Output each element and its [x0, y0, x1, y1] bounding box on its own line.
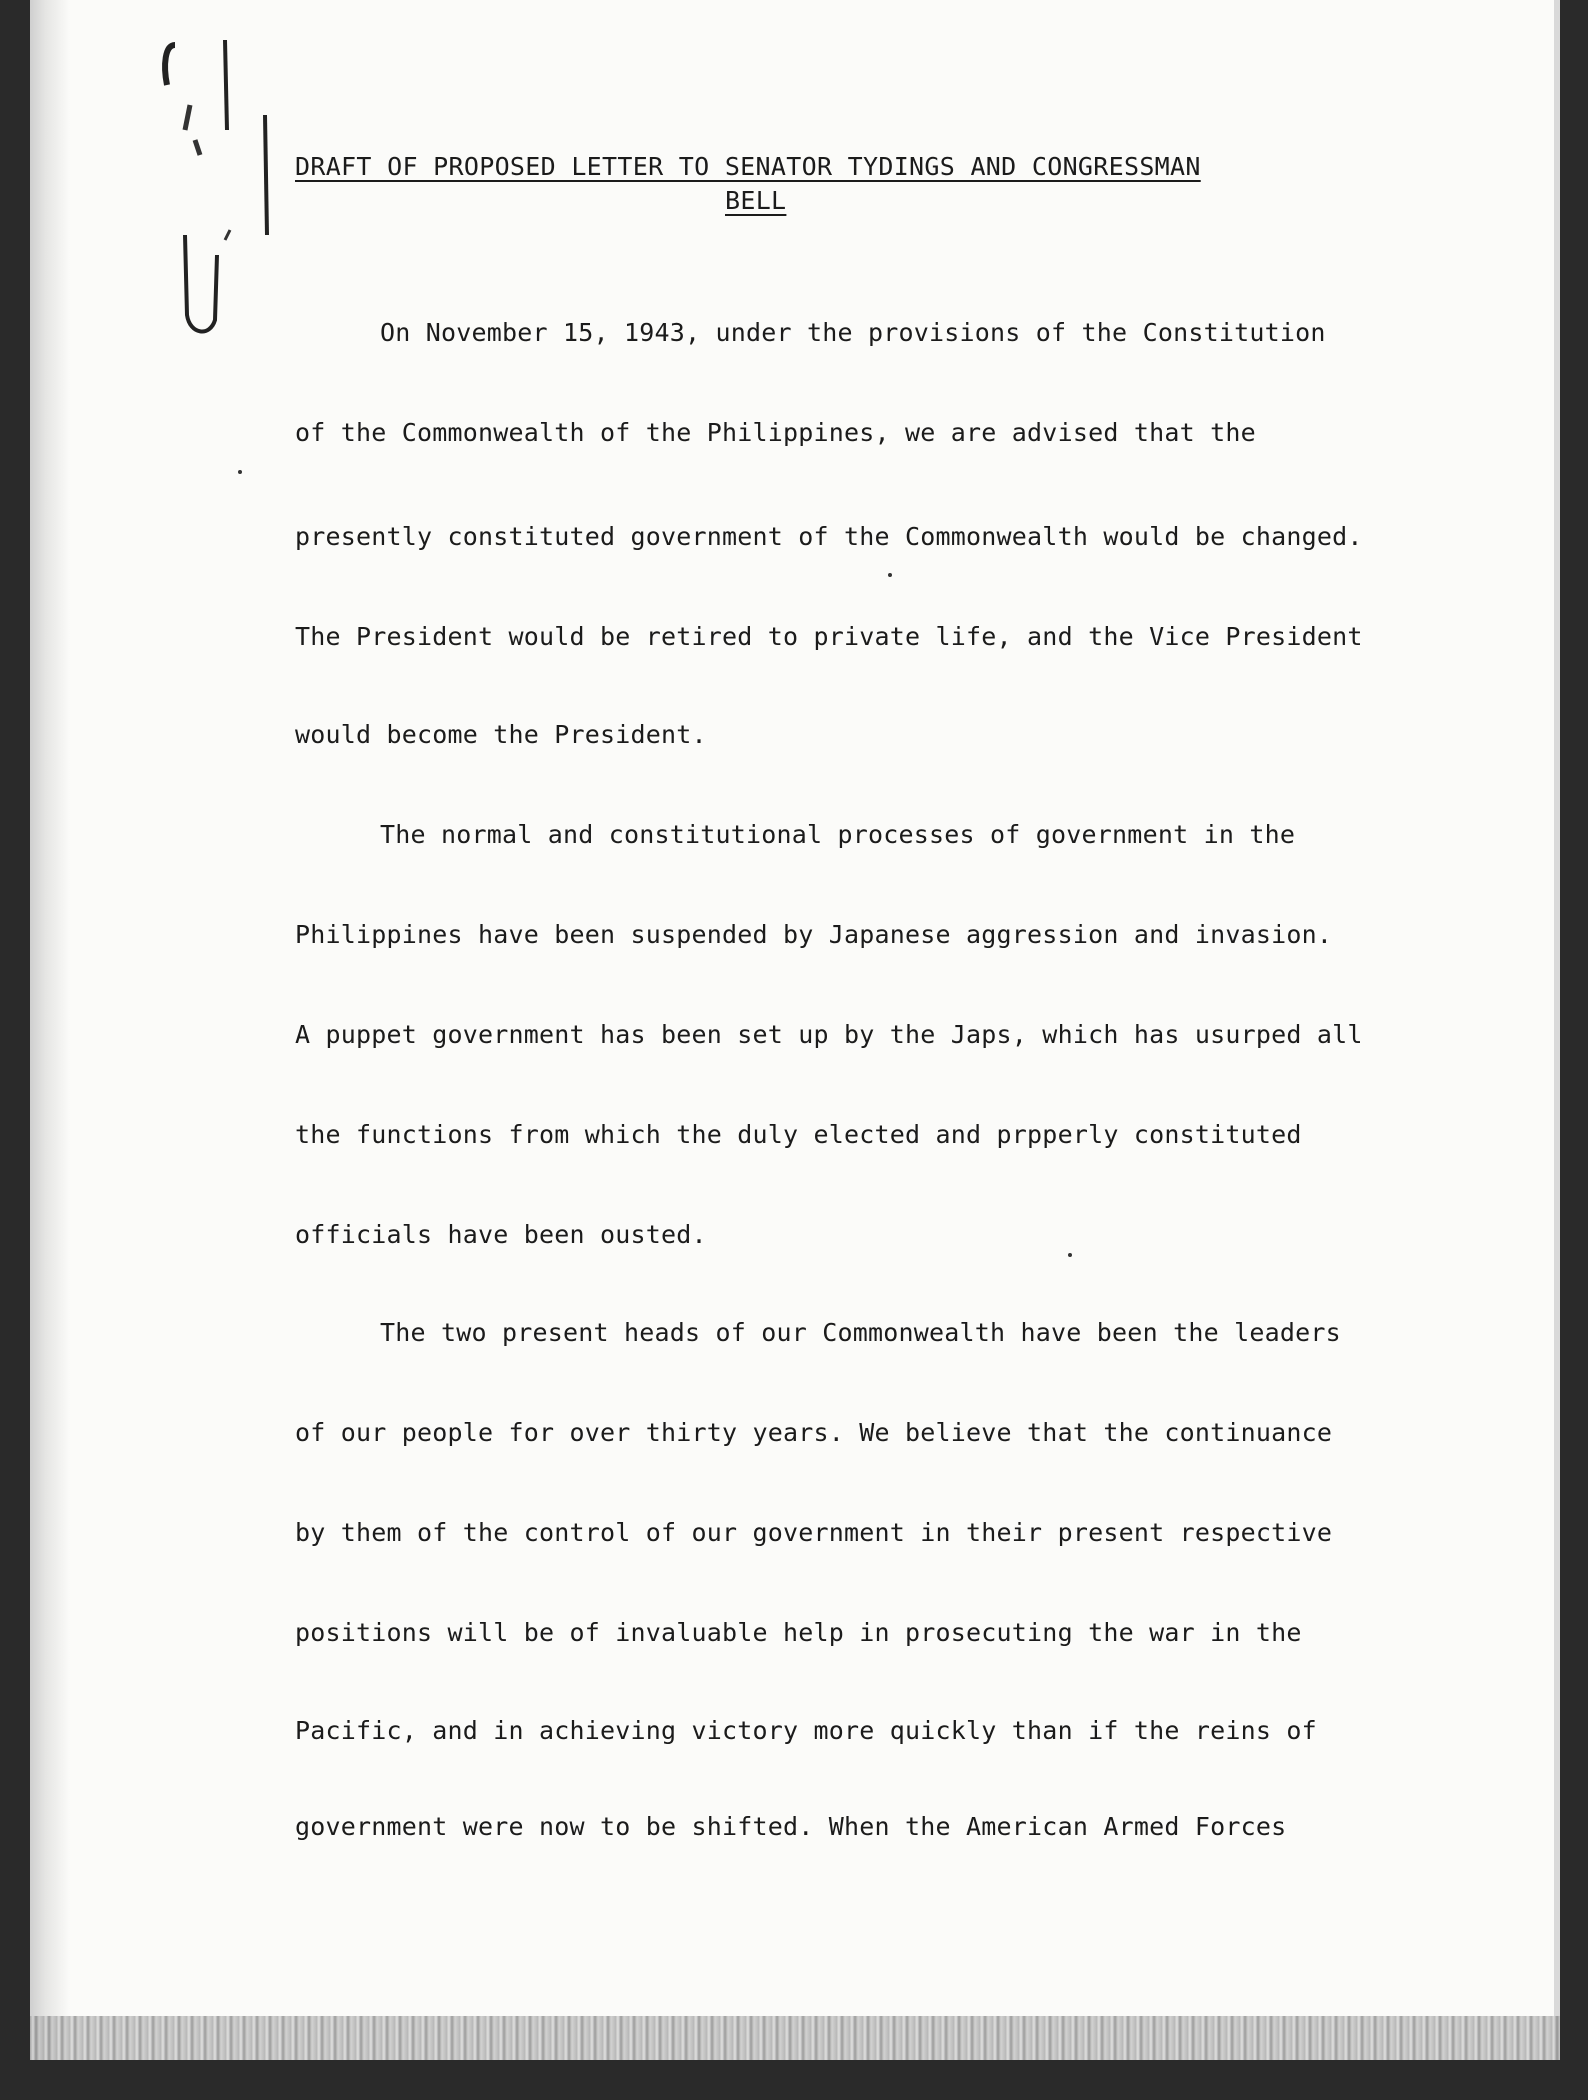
body-line: would become the President.	[295, 720, 707, 749]
scan-speck	[888, 573, 892, 577]
scan-speck	[238, 470, 242, 474]
body-line: Philippines have been suspended by Japanese aggression and invasion.	[295, 920, 1333, 949]
body-line: On November 15, 1943, under the provisions of the Constitution	[380, 318, 1326, 347]
body-line: positions will be of invaluable help in prosecuting the war in the	[295, 1618, 1302, 1647]
body-line: Pacific, and in achieving victory more quickly than if the reins of	[295, 1716, 1317, 1745]
document-page	[30, 0, 1560, 2060]
body-line: the functions from which the duly elected and prpperly constituted	[295, 1120, 1302, 1149]
body-line: The normal and constitutional processes of government in the	[380, 820, 1296, 849]
body-line: of our people for over thirty years. We believe that the continuance	[295, 1418, 1333, 1447]
body-line: A puppet government has been set up by the Japs, which has usurped all	[295, 1020, 1363, 1049]
scan-right-edge	[1554, 0, 1560, 2060]
body-line: presently constituted government of the Commonwealth would be changed.	[295, 522, 1363, 551]
body-line: by them of the control of our government in their present respective	[295, 1518, 1333, 1547]
body-line: The two present heads of our Commonwealth have been the leaders	[380, 1318, 1341, 1347]
body-line: officials have been ousted.	[295, 1220, 707, 1249]
document-title-line-2: BELL	[725, 186, 787, 215]
document-title-line-1: DRAFT OF PROPOSED LETTER TO SENATOR TYDINGS AND CONGRESSMAN	[295, 152, 1201, 181]
scan-left-edge-shadow	[30, 0, 70, 2060]
body-line: of the Commonwealth of the Philippines, we are advised that the	[295, 418, 1256, 447]
body-line: The President would be retired to private life, and the Vice President	[295, 622, 1363, 651]
scan-bottom-noise	[30, 2016, 1560, 2060]
body-line: government were now to be shifted. When the American Armed Forces	[295, 1812, 1287, 1841]
scan-speck	[1068, 1253, 1072, 1257]
paper-clip-mark-icon	[155, 35, 275, 345]
